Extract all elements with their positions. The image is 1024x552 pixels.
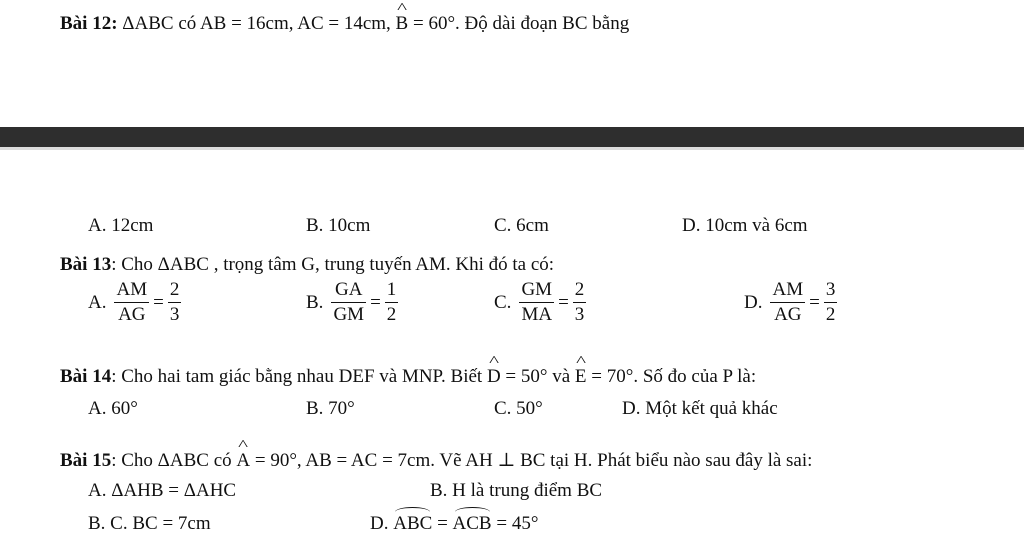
fraction: $\frac{AM}{AG}$ (116, 279, 148, 325)
fraction: $\frac{GA}{GM}$ (333, 279, 365, 325)
angle-a-hat: ^ A (236, 451, 250, 470)
fraction: $\frac{2}{3}$ (169, 279, 180, 325)
fraction: $\frac{GM}{MA}$ (521, 279, 553, 325)
q12-option-a: A. 12cm (88, 215, 154, 236)
question-15-label: Bài 15 (60, 450, 112, 471)
question-15-stem: Bài 15: Cho ΔABC có ^ A = 90°, AB = AC = 7cm. Vẽ AH ⊥ BC tại H. Phát biểu nào sau đây là sai: (60, 451, 812, 470)
question-14-stem: Bài 14: Cho hai tam giác bằng nhau DEF và MNP. Biết ^ D = 50° và ^ E = 70°. Số đo của P là: (60, 367, 756, 386)
q13-option-c: C. $\frac{GM}{MA}$ = $\frac{2}{3}$ (494, 279, 585, 325)
fraction: $\frac{1}{2}$ (386, 279, 397, 325)
q13-option-d: D. $\frac{AM}{AG}$ = $\frac{3}{2}$ (744, 279, 836, 325)
fraction: $\frac{AM}{AG}$ (772, 279, 804, 325)
dark-redaction-band (0, 127, 1024, 147)
q12-option-d: D. 10cm và 6cm (682, 215, 808, 236)
angle-acb-arc: ACB (452, 513, 492, 534)
q13-option-b: B. $\frac{GA}{GM}$ = $\frac{1}{2}$ (306, 279, 397, 325)
angle-abc-arc: ABC (393, 513, 433, 534)
question-12-stem: Bài 12: ΔABC có AB = 16cm, AC = 14cm, ^ B = 60°. Độ dài đoạn BC bằng (60, 14, 629, 33)
angle-d-hat: ^ D (487, 367, 501, 386)
q13-option-a: A. $\frac{AM}{AG}$ = $\frac{2}{3}$ (88, 279, 180, 325)
question-12-label: Bài 12: (60, 13, 118, 34)
angle-b-hat: ^ B (396, 14, 409, 33)
question-14-label: Bài 14 (60, 366, 112, 387)
q14-option-d: D. Một kết quả khác (622, 398, 778, 419)
fraction: $\frac{3}{2}$ (825, 279, 836, 325)
question-13-label: Bài 13 (60, 254, 112, 275)
q15-option-b: B. H là trung điểm BC (430, 480, 603, 501)
q12-option-b: B. 10cm (306, 215, 371, 236)
q14-option-a: A. 60° (88, 398, 138, 419)
q12-option-c: C. 6cm (494, 215, 549, 236)
band-shadow (0, 147, 1024, 150)
q14-option-c: C. 50° (494, 398, 543, 419)
fraction: $\frac{2}{3}$ (574, 279, 585, 325)
q14-option-b: B. 70° (306, 398, 355, 419)
question-13-stem: Bài 13: Cho ΔABC , trọng tâm G, trung tuyến AM. Khi đó ta có: (60, 254, 555, 275)
q15-option-a: A. ΔAHB = ΔAHC (88, 480, 237, 501)
q15-option-d: D. ABC = ACB = 45° (370, 513, 539, 534)
q15-option-c: B. C. BC = 7cm (88, 513, 211, 534)
angle-e-hat: ^ E (575, 367, 587, 386)
